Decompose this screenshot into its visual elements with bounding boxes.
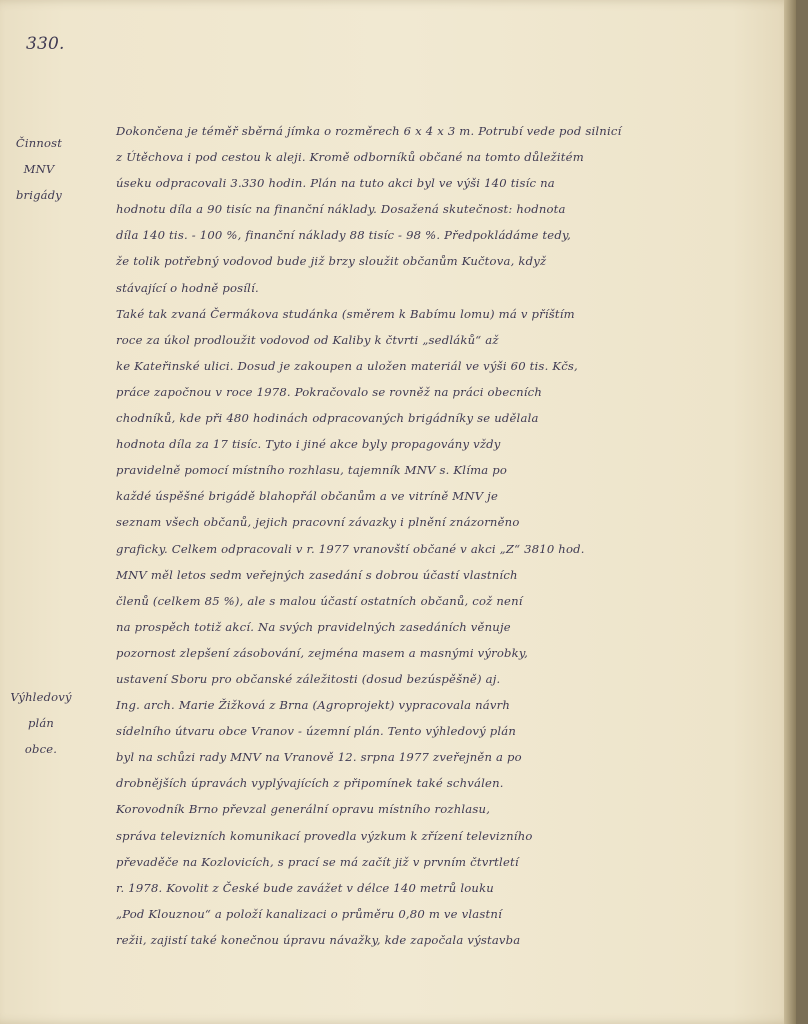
text-line: režii, zajistí také konečnou úpravu návažky, kde započala výstavba <box>116 932 521 947</box>
text-line: pravidelně pomocí místního rozhlasu, tajemník MNV s. Klíma po <box>116 463 508 478</box>
margin-note-line: MNV <box>23 162 55 176</box>
text-line: Ing. arch. Marie Žižková z Brna (Agroprojekt) vypracovala návrh <box>116 698 511 713</box>
text-line: roce za úkol prodloužit vodovod od Kaliby k čtvrti „sedláků“ až <box>116 332 499 347</box>
page-edge <box>784 0 796 1024</box>
text-line: drobnějších úpravách vyplývajících z připomínek také schválen. <box>116 776 504 791</box>
text-line: stávající o hodně posílí. <box>116 280 259 295</box>
text-line: MNV měl letos sedm veřejných zasedání s dobrou účastí vlastních <box>116 567 518 582</box>
text-line: ustavení Sboru pro občanské záležitosti (dosud bezúspěšně) aj. <box>116 671 501 686</box>
margin-note-line: Činnost <box>15 136 63 150</box>
text-line: ke Kateřinské ulici. Dosud je zakoupen a uložen materiál ve výši 60 tis. Kčs, <box>116 358 578 373</box>
text-line: sídelního útvaru obce Vranov - územní plán. Tento výhledový plán <box>116 724 517 739</box>
text-line: na prospěch totiž akcí. Na svých pravidelných zasedáních věnuje <box>116 619 511 634</box>
text-line: Dokončena je téměř sběrná jímka o rozměrech 6 x 4 x 3 m. Potrubí vede pod silnicí <box>116 124 622 138</box>
margin-note-line: plán <box>27 716 55 730</box>
text-line: převaděče na Kozlovicích, s prací se má začít již v prvním čtvrtletí <box>116 854 519 869</box>
text-line: Korovodník Brno převzal generální opravu místního rozhlasu, <box>116 802 491 817</box>
text-line: že tolik potřebný vodovod bude již brzy sloužit občanům Kučtova, když <box>116 254 547 269</box>
text-line: pozornost zlepšení zásobování, zejména masem a masnými výrobky, <box>116 645 529 660</box>
text-line: byl na schůzi rady MNV na Vranově 12. srpna 1977 zveřejněn a po <box>116 750 522 765</box>
text-line: Také tak zvaná Čermákova studánka (směrem k Babímu lomu) má v příštím <box>116 306 575 321</box>
text-line: z Útěchova i pod cestou k aleji. Kromě odborníků občané na tomto důležitém <box>116 150 584 165</box>
text-line: členů (celkem 85 %), ale s malou účastí ostatních občanů, což není <box>116 593 523 608</box>
margin-note-line: Výhledový <box>10 690 72 704</box>
text-line: každé úspěšné brigádě blahopřál občanům a ve vitríně MNV je <box>116 489 499 504</box>
text-line: úseku odpracovali 3.330 hodin. Plán na tuto akci byl ve výši 140 tisíc na <box>116 176 555 191</box>
margin-note-plan <box>6 684 76 762</box>
text-line: hodnota díla za 17 tisíc. Tyto i jiné akce byly propagovány vždy <box>116 437 501 452</box>
text-line: r. 1978. Kovolit z České bude zavážet v délce 140 metrů louku <box>116 880 494 895</box>
text-line: práce započnou v roce 1978. Pokračovalo se rovněž na práci obecních <box>116 384 543 399</box>
text-line: díla 140 tis. - 100 %, finanční náklady 88 tisíc - 98 %. Předpokládáme tedy, <box>116 228 572 243</box>
handwritten-body <box>116 118 716 953</box>
text-line: hodnotu díla a 90 tisíc na finanční náklady. Dosažená skutečnost: hodnota <box>116 202 566 217</box>
text-line: seznam všech občanů, jejich pracovní závazky i plnění znázorněno <box>116 515 520 530</box>
text-line: „Pod Klouznou“ a položí kanalizaci o průměru 0,80 m ve vlastní <box>116 906 502 921</box>
text-line: správa televizních komunikací provedla výzkum k zřízení televizního <box>116 828 533 843</box>
text-line: chodníků, kde při 480 hodinách odpracovaných brigádníky se udělala <box>116 411 539 426</box>
margin-note-brigades <box>4 130 74 208</box>
margin-note-line: obce. <box>24 742 58 756</box>
page-number: 330. <box>26 34 65 54</box>
text-line: graficky. Celkem odpracovali v r. 1977 vranovští občané v akci „Z“ 3810 hod. <box>116 541 585 556</box>
margin-note-line: brigády <box>15 188 62 202</box>
